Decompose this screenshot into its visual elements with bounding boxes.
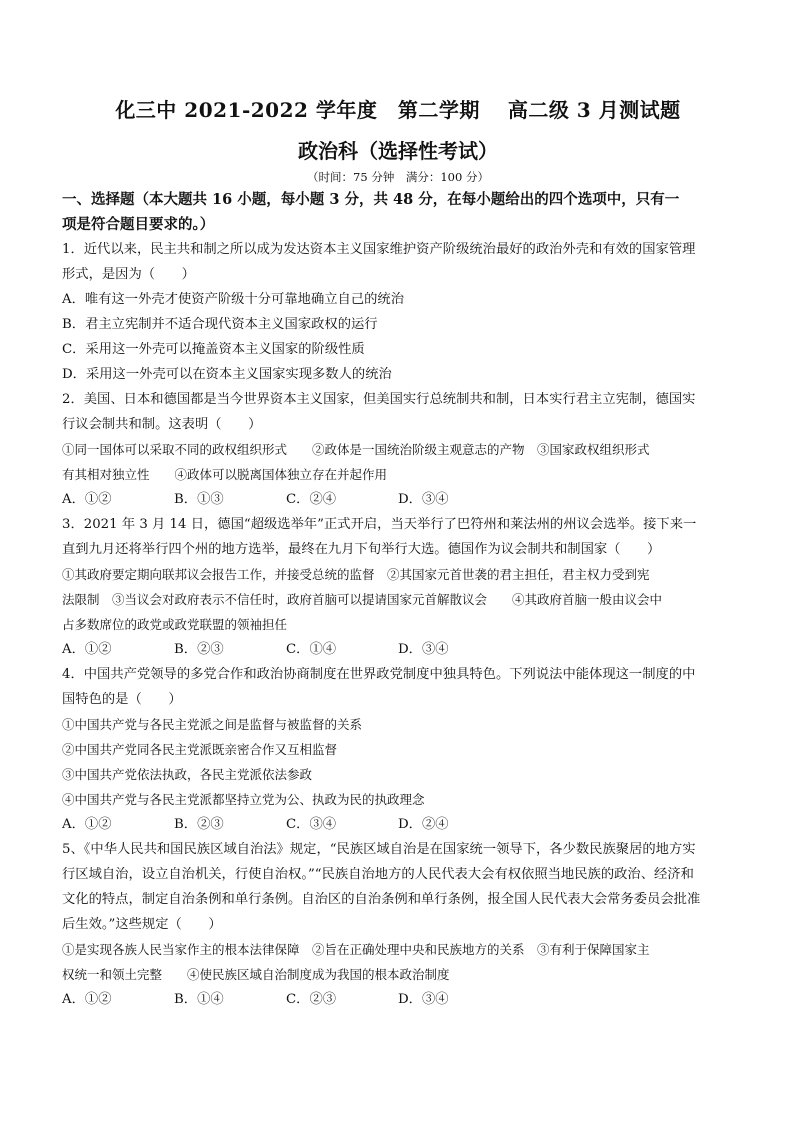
question-stem-line: 直到九月还将举行四个州的地方选举，最终在九月下旬举行大选。德国作为议会制共和制国家（ ） <box>62 542 661 557</box>
question-stem-line: 后生效。”这些规定（ ） <box>62 917 222 932</box>
option-d: D．②④ <box>398 817 449 832</box>
statement-line: 权统一和领土完整 ④使民族区域自治制度成为我国的根本政治制度 <box>62 967 450 982</box>
statement-line: 法限制 ③当议会对政府表示不信任时，政府首脑可以提请国家元首解散议会 ④其政府首脑一般由议会中 <box>62 592 663 607</box>
question-stem-line: 4．中国共产党领导的多党合作和政治协商制度在世界政党制度中独具特色。下列说法中能体现这一制度的中 <box>62 667 696 682</box>
option-a: A．唯有这一外壳才使资产阶级十分可靠地确立自己的统治 <box>62 292 405 307</box>
option-a: A．①② <box>62 817 112 832</box>
question-stem-line: 1．近代以来，民主共和制之所以成为发达资本主义国家维护资产阶级统治最好的政治外壳和有效的国家管理 <box>62 242 696 257</box>
option-c: C．③④ <box>286 817 337 832</box>
options-row <box>62 812 734 837</box>
exam-meta: （时间：75 分钟 满分：100 分） <box>307 170 489 184</box>
option-a: A．①② <box>62 492 112 507</box>
exam-subtitle: 政治科（选择性考试） <box>298 139 498 163</box>
statement-line: ③中国共产党依法执政，各民主党派依法参政 <box>62 767 313 782</box>
question-stem-line: 2．美国、日本和德国都是当今世界资本主义国家，但美国实行总统制共和制，日本实行君主立宪制，德国实 <box>62 392 696 407</box>
option-b: B．②③ <box>174 817 224 832</box>
question-5 <box>62 837 734 1012</box>
statement-line: 占多数席位的政党或政党联盟的领袖担任 <box>62 617 288 632</box>
statement-line: ①是实现各族人民当家作主的根本法律保障 ②旨在正确处理中央和民族地方的关系 ③有利于保障国家主 <box>62 942 650 957</box>
exam-title: 化三中 2021-2022 学年度 第二学期 高二级 3 月测试题 <box>115 98 681 122</box>
question-2 <box>62 387 734 512</box>
option-d: D．③④ <box>398 992 449 1007</box>
option-b: B．②③ <box>174 642 224 657</box>
question-stem-line: 3．2021 年 3 月 14 日，德国“超级选举年”正式开启，当天举行了巴符州和莱法州的州议会选举。接下来一 <box>62 517 697 532</box>
option-b: B．①④ <box>174 992 224 1007</box>
option-c: C．②④ <box>286 492 337 507</box>
question-1 <box>62 237 734 387</box>
exam-page <box>62 96 734 1012</box>
options-row <box>62 487 734 512</box>
option-d: D．③④ <box>398 492 449 507</box>
question-3 <box>62 512 734 662</box>
option-c: C．采用这一外壳可以掩盖资本主义国家的阶级性质 <box>62 342 365 357</box>
question-stem-line: 形式，是因为（ ） <box>62 267 195 282</box>
option-a: A．①② <box>62 992 112 1007</box>
question-stem-line: 行议会制共和制。这表明（ ） <box>62 417 262 432</box>
option-c: C．②③ <box>286 992 337 1007</box>
option-d: D．③④ <box>398 642 449 657</box>
section-heading <box>62 187 734 237</box>
question-stem-line: 行区域自治，设立自治机关，行使自治权。”“民族自治地方的人民代表大会有权依照当地民族的政治、经济和 <box>62 867 694 882</box>
statement-line: ④中国共产党与各民主党派都坚持立党为公、执政为民的执政理念 <box>62 792 425 807</box>
option-a: A．①② <box>62 642 112 657</box>
section-heading-line: 一、选择题（本大题共 16 小题，每小题 3 分，共 48 分，在每小题给出的四个选项中，只有一 <box>62 191 680 208</box>
options-row <box>62 987 734 1012</box>
question-stem-line: 5、《中华人民共和国民族区域自治法》规定，“民族区域自治是在国家统一领导下，各少数民族聚居的地方实 <box>62 842 696 857</box>
options-row <box>62 637 734 662</box>
question-4 <box>62 662 734 837</box>
question-stem-line: 文化的特点，制定自治条例和单行条例。自治区的自治条例和单行条例，报全国人民代表大会常务委员会批准 <box>62 892 701 907</box>
question-stem-line: 国特色的是（ ） <box>62 692 182 707</box>
section-heading-line: 项是符合题目要求的。） <box>62 216 215 233</box>
option-d: D．采用这一外壳可以在资本主义国家实现多数人的统治 <box>62 367 392 382</box>
option-b: B．①③ <box>174 492 224 507</box>
statement-line: ①中国共产党与各民主党派之间是监督与被监督的关系 <box>62 717 363 732</box>
option-c: C．①④ <box>286 642 337 657</box>
statement-line: ①其政府要定期向联邦议会报告工作，并接受总统的监督 ②其国家元首世袭的君主担任，君主权力受到宪 <box>62 567 650 582</box>
statement-line: ①同一国体可以采取不同的政权组织形式 ②政体是一国统治阶级主观意志的产物 ③国家政权组织形式 <box>62 442 650 457</box>
statement-line: 有其相对独立性 ④政体可以脱离国体独立存在并起作用 <box>62 467 388 482</box>
option-b: B．君主立宪制并不适合现代资本主义国家政权的运行 <box>62 317 378 332</box>
statement-line: ②中国共产党同各民主党派既亲密合作又互相监督 <box>62 742 338 757</box>
